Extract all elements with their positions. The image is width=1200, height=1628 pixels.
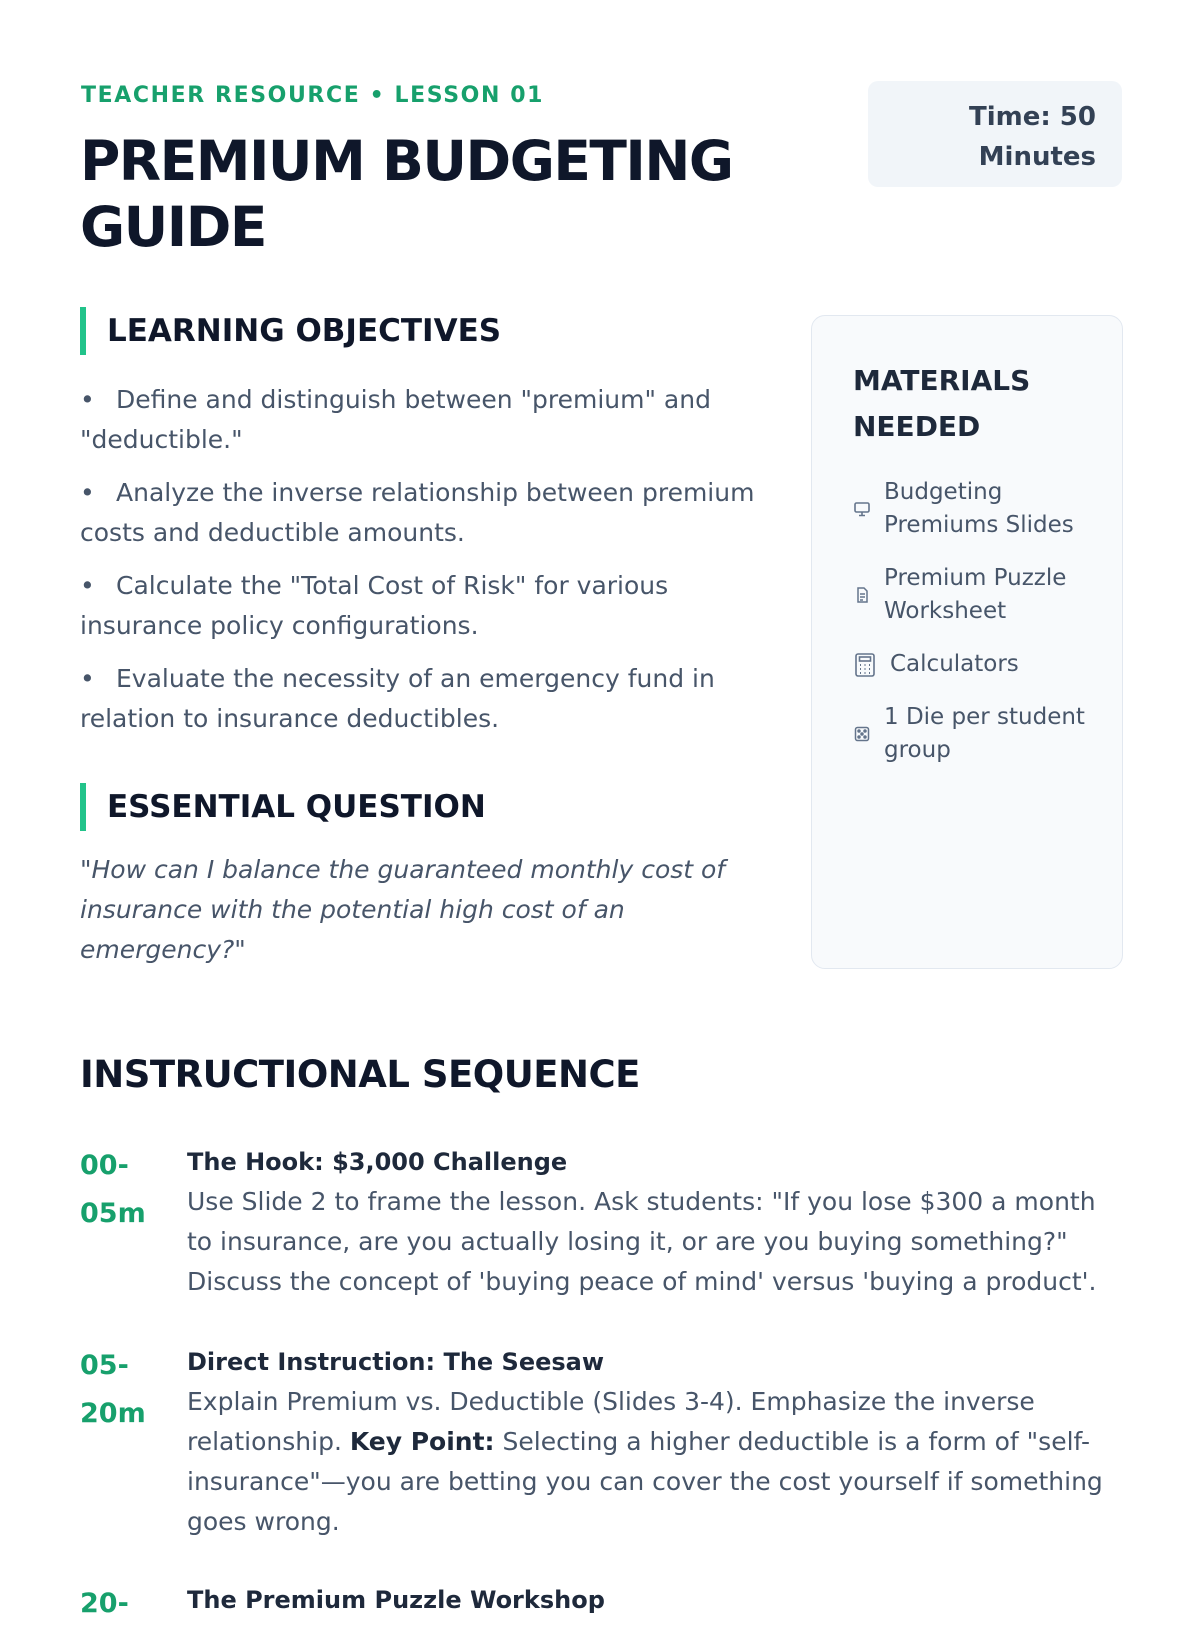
materials-item-label: Calculators — [890, 651, 1019, 677]
materials-item-worksheet — [853, 562, 1092, 628]
objective-text: Evaluate the necessity of an emergency fund in relation to insurance deductibles. — [80, 664, 715, 733]
step-body — [187, 1580, 1117, 1620]
essential-question-heading: ESSENTIAL QUESTION — [80, 783, 486, 831]
step-body — [187, 1342, 1117, 1542]
step-description: Use Slide 2 to frame the lesson. Ask students: "If you lose $300 a month to insurance, are you actually losing it, or are you buying something?" Discuss the concept of 'buying peace of mind' versus 'buying a product'. — [187, 1187, 1097, 1296]
materials-item-label: Budgeting Premiums Slides — [884, 479, 1074, 538]
bullet: • — [80, 664, 95, 693]
bullet: • — [80, 478, 95, 507]
materials-item-slides — [853, 476, 1092, 542]
list-item — [80, 659, 760, 739]
objectives-heading: LEARNING OBJECTIVES — [80, 307, 501, 355]
materials-item-die — [853, 701, 1092, 767]
bullet: • — [80, 385, 95, 414]
objective-text: Define and distinguish between "premium" and "deductible." — [80, 385, 711, 454]
step-title: Direct Instruction: The Seesaw — [187, 1348, 605, 1376]
step-body — [187, 1142, 1117, 1302]
calculator-icon — [853, 652, 877, 678]
objective-text: Calculate the "Total Cost of Risk" for various insurance policy configurations. — [80, 571, 669, 640]
time-badge: Time: 50 Minutes — [868, 81, 1122, 187]
materials-item-label: 1 Die per student group — [884, 704, 1085, 763]
eyebrow-label: TEACHER RESOURCE • LESSON 01 — [81, 83, 545, 108]
step-title: The Premium Puzzle Workshop — [187, 1586, 605, 1614]
presentation-icon — [853, 500, 871, 518]
essential-question-text: "How can I balance the guaranteed monthly cost of insurance with the potential high cost of an emergency?" — [80, 855, 726, 964]
sequence-heading: INSTRUCTIONAL SEQUENCE — [80, 1053, 640, 1096]
step-time: 05-20m — [80, 1350, 146, 1429]
bullet: • — [80, 571, 95, 600]
materials-panel — [811, 315, 1123, 969]
step-text-part: Explain Premium vs. Deductible (Slides 3-4). Emphasize the inverse relationship. — [187, 1387, 1035, 1456]
objective-text: Analyze the inverse relationship between premium costs and deductible amounts. — [80, 478, 755, 547]
step-text-part: Selecting a higher deductible is a form of "self-insurance"—you are betting you can cover the cost yourself if something goes wrong. — [187, 1427, 1103, 1536]
step-time: 20- — [80, 1588, 129, 1619]
step-title: The Hook: $3,000 Challenge — [187, 1148, 568, 1176]
list-item — [80, 380, 760, 460]
list-item — [80, 566, 760, 646]
materials-item-calculators — [853, 648, 1092, 681]
key-point-label: Key Point: — [349, 1427, 495, 1456]
objectives-list — [80, 380, 760, 752]
document-icon — [853, 586, 871, 604]
page-title: PREMIUM BUDGETING GUIDE — [80, 129, 733, 259]
die-icon — [853, 725, 871, 743]
materials-item-label: Premium Puzzle Worksheet — [884, 565, 1067, 624]
materials-heading: MATERIALS NEEDED — [853, 364, 1031, 443]
step-description — [187, 1382, 1117, 1542]
list-item — [80, 473, 760, 553]
step-time: 00-05m — [80, 1150, 146, 1229]
